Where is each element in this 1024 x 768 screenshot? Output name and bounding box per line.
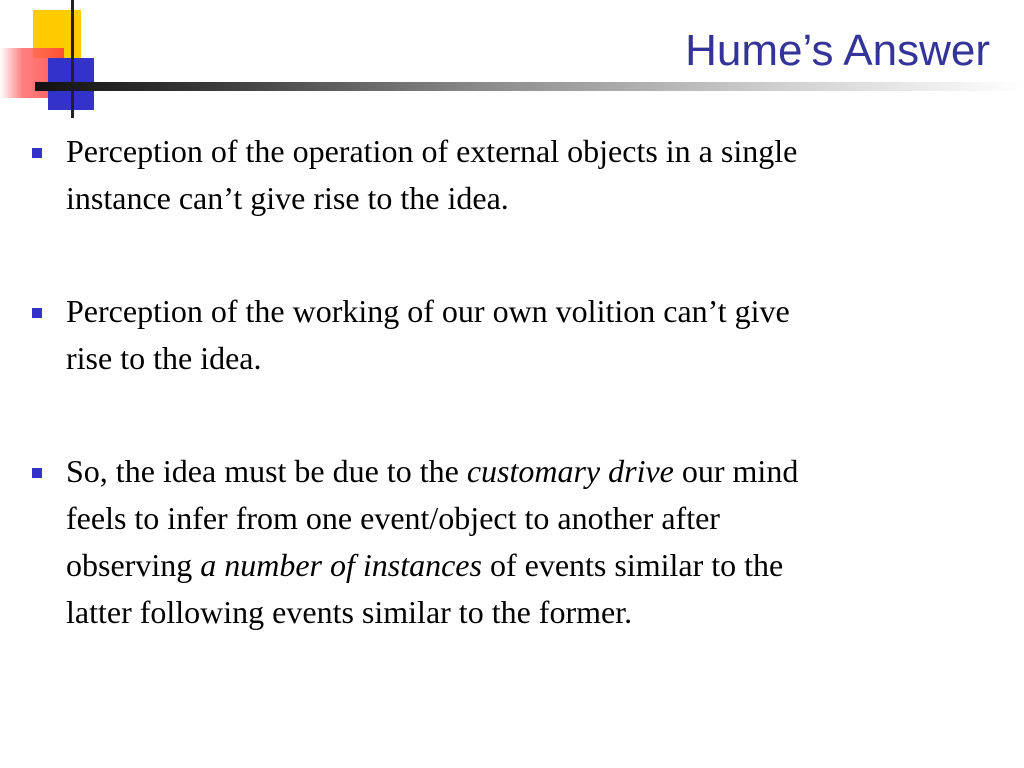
bullet-item-1: [30, 128, 990, 222]
bullet-item-3: [30, 448, 990, 636]
title-underline-bar: [35, 82, 1024, 91]
bullet-3-line-3-end: of events similar to the: [481, 547, 784, 583]
bullet-3-line-2: feels to infer from one event/object to another after: [66, 500, 720, 536]
bullet-square-icon: [32, 468, 42, 478]
bullet-square-icon: [32, 148, 42, 158]
bullet-3-line-1-start: So, the idea must be due to the: [66, 453, 467, 489]
bullet-2-line-1: Perception of the working of our own volition can’t give: [66, 293, 790, 329]
bullet-3-line-3-start: observing: [66, 547, 201, 583]
bullet-1-line-1: Perception of the operation of external objects in a single: [66, 133, 798, 169]
bullet-1-line-2: instance can’t give rise to the idea.: [66, 180, 509, 216]
bullet-item-2: [30, 288, 990, 382]
slide-title: Hume’s Answer: [685, 26, 990, 75]
bullet-3-line-1: [66, 448, 990, 495]
bullet-list: [30, 128, 990, 636]
decor-vertical-line: [71, 0, 74, 118]
bullet-square-icon: [32, 308, 42, 318]
emphasis-number-of-instances: a number of instances: [200, 547, 482, 583]
emphasis-customary-drive: customary drive: [466, 453, 674, 489]
bullet-3-line-3: [66, 542, 990, 589]
bullet-3-line-1-end: our mind: [673, 453, 799, 489]
bullet-3-line-4: latter following events similar to the former.: [66, 594, 633, 630]
bullet-2-line-2: rise to the idea.: [66, 340, 262, 376]
